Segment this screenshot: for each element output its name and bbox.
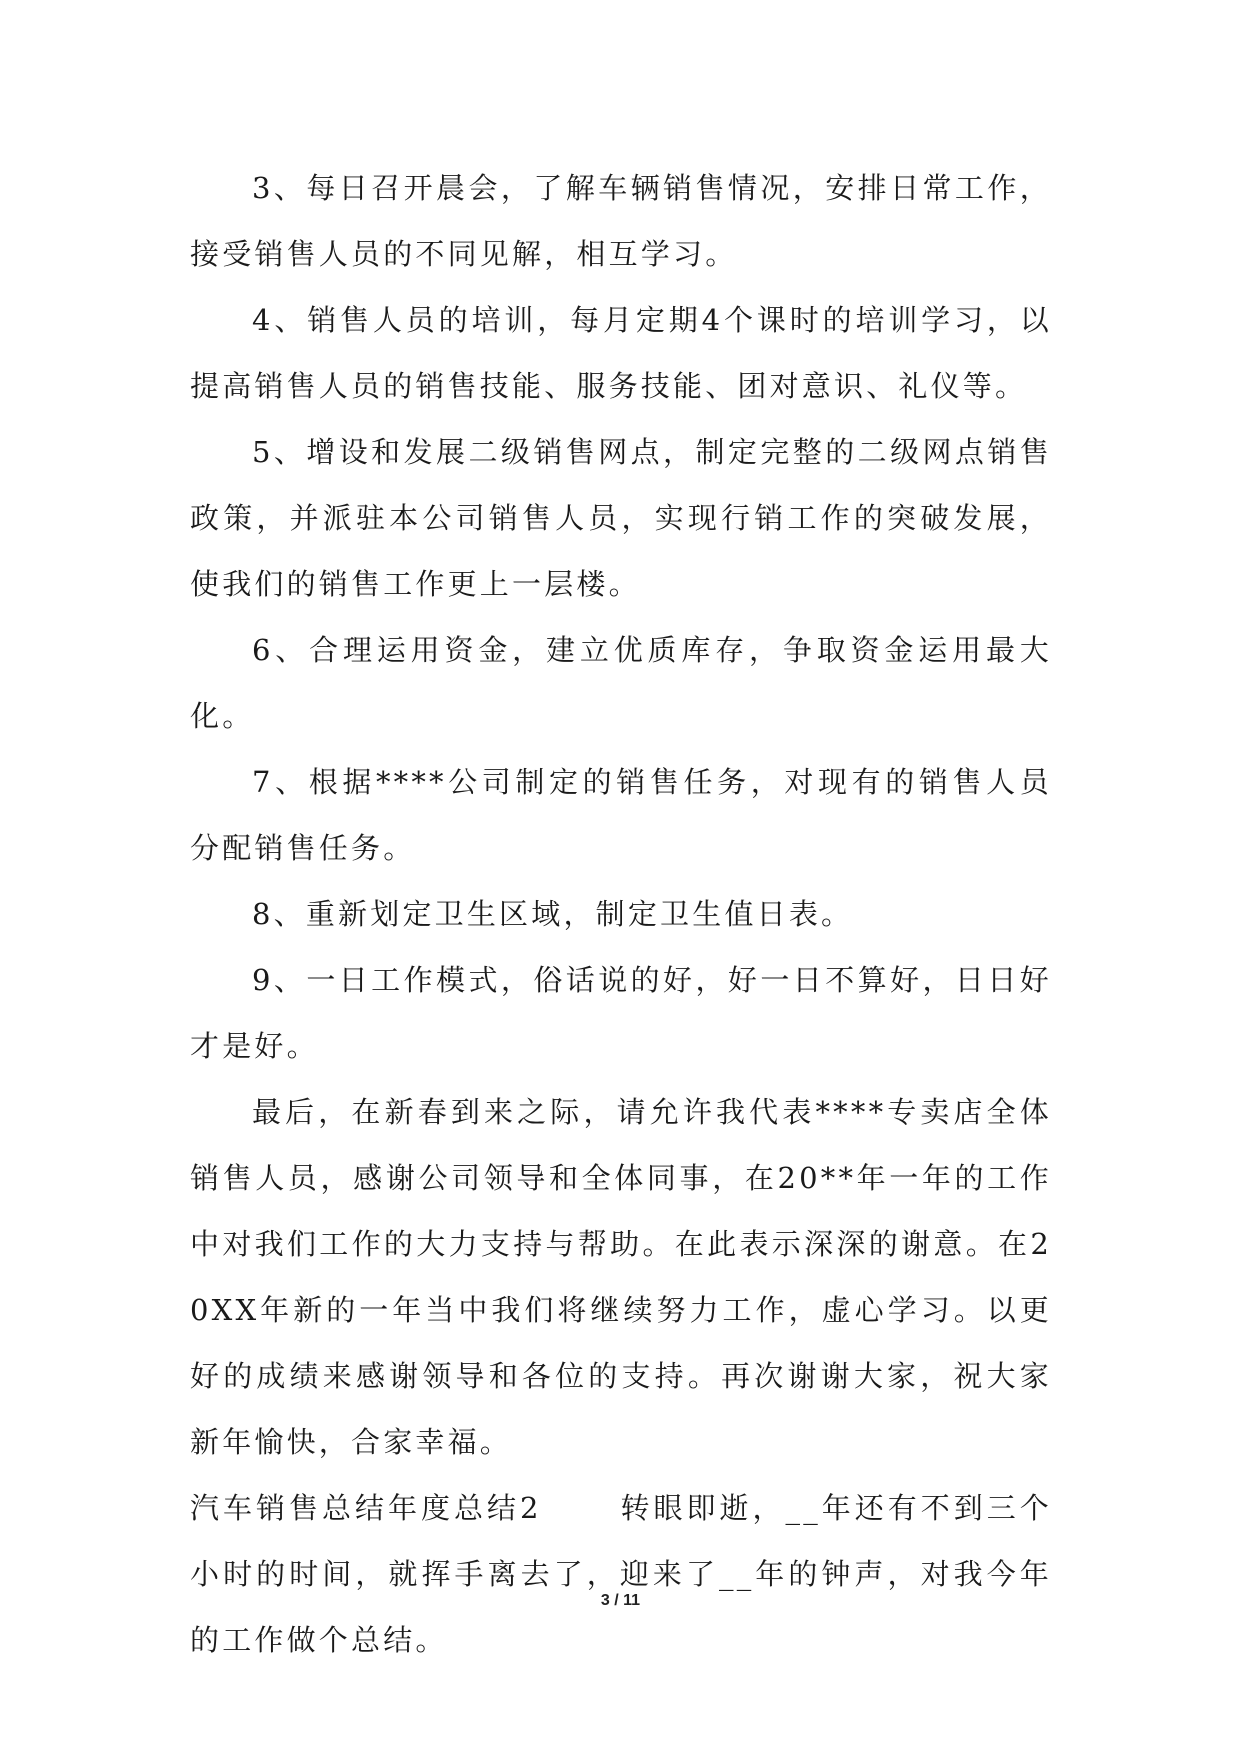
section-paragraph: [190, 1475, 1052, 1673]
paragraph-item-9: 9、一日工作模式，俗话说的好，好一日不算好，日日好才是好。: [190, 963, 1052, 1063]
section-title: 汽车销售总结年度总结2: [190, 1491, 542, 1525]
paragraph-item-3: 3、每日召开晨会，了解车辆销售情况，安排日常工作，接受销售人员的不同见解，相互学习。: [190, 171, 1052, 271]
page-number: 3 / 11: [600, 1592, 641, 1609]
paragraph-item-5: 5、增设和发展二级销售网点，制定完整的二级网点销售政策，并派驻本公司销售人员，实现行销工作的突破发展，使我们的销售工作更上一层楼。: [190, 435, 1052, 601]
section-body: 转眼即逝，__年还有不到三个小时的时间，就挥手离去了，迎来了__年的钟声，对我今年的工作做个总结。: [190, 1491, 1052, 1657]
paragraph-item-4: 4、销售人员的培训，每月定期4个课时的培训学习，以提高销售人员的销售技能、服务技能、团对意识、礼仪等。: [190, 303, 1052, 403]
paragraph-item-7: 7、根据****公司制定的销售任务，对现有的销售人员分配销售任务。: [190, 765, 1052, 865]
closing-paragraph: 最后，在新春到来之际，请允许我代表****专卖店全体销售人员，感谢公司领导和全体同事，在20**年一年的工作中对我们工作的大力支持与帮助。在此表示深深的谢意。在20XX年新的一年当中我们将继续努力工作，虚心学习。以更好的成绩来感谢领导和各位的支持。再次谢谢大家，祝大家新年愉快，合家幸福。: [190, 1095, 1052, 1459]
document-body: [190, 155, 1052, 1673]
paragraph-item-8: 8、重新划定卫生区域，制定卫生值日表。: [252, 897, 854, 931]
paragraph-item-6: 6、合理运用资金，建立优质库存，争取资金运用最大化。: [190, 633, 1052, 733]
